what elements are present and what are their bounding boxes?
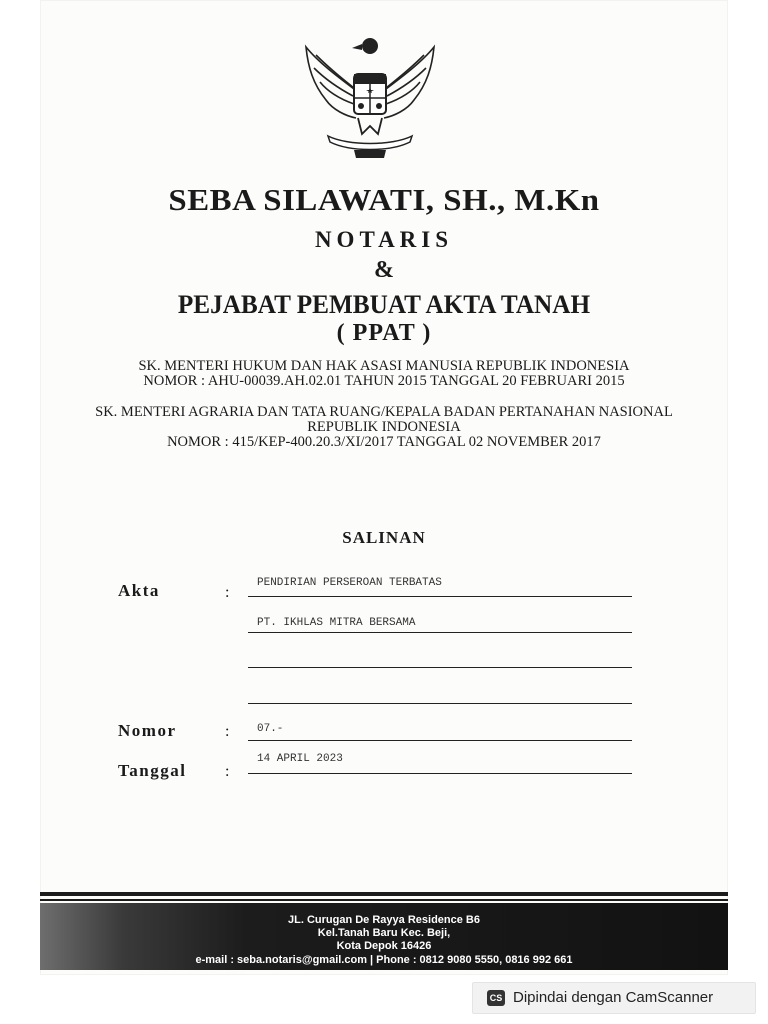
footer-address-line-3: Kota Depok 16426 [336,940,432,952]
ampersand: & [374,257,394,283]
decree-block-2 [40,405,728,450]
akta-colon: : [225,584,230,601]
akta-underline-4 [248,703,632,704]
document-type: SALINAN [342,528,426,547]
akta-underline-1 [248,596,632,597]
camscanner-logo-icon: CS [487,990,505,1006]
akta-value-line-1: PENDIRIAN PERSEROAN TERBATAS [257,577,442,589]
footer-address-line-2: Kel.Tanah Baru Kec. Beji, [317,927,451,939]
nomor-underline [248,740,632,741]
decree-2-line-2: REPUBLIK INDONESIA [307,419,461,435]
garuda-emblem-icon [298,22,442,164]
nomor-label: Nomor [118,721,177,740]
nomor-value: 07.- [257,723,284,735]
footer-address-line-1: JL. Curugan De Rayya Residence B6 [288,914,480,926]
notary-name: SEBA SILAWATI, SH., M.Kn [168,182,600,217]
decree-1-line-2: NOMOR : AHU-00039.AH.02.01 TAHUN 2015 TANGGAL 20 FEBRUARI 2015 [143,373,625,389]
akta-underline-3 [248,667,632,668]
camscanner-text: Dipindai dengan CamScanner [513,989,714,1006]
ppat-title: PEJABAT PEMBUAT AKTA TANAH [177,290,591,319]
tanggal-colon: : [225,763,230,780]
ppat-abbreviation: ( PPAT ) [336,320,432,346]
decree-block-1 [40,359,728,389]
decree-2-line-3: NOMOR : 415/KEP-400.20.3/XI/2017 TANGGAL 02 NOVEMBER 2017 [167,434,601,450]
tanggal-underline [248,773,632,774]
tanggal-label: Tanggal [118,761,187,780]
nomor-colon: : [225,723,230,740]
decree-2-line-1: SK. MENTERI AGRARIA DAN TATA RUANG/KEPALA BADAN PERTANAHAN NASIONAL [95,404,673,420]
akta-value-line-2: PT. IKHLAS MITRA BERSAMA [257,617,416,629]
akta-underline-2 [248,632,632,633]
footer-rule-thin [40,899,728,901]
notary-title: NOTARIS [314,227,454,252]
footer-address-bar [40,903,728,970]
decree-1-line-1: SK. MENTERI HUKUM DAN HAK ASASI MANUSIA REPUBLIK INDONESIA [138,358,630,374]
footer-contact: e-mail : seba.notaris@gmail.com | Phone : 0812 9080 5550, 0816 992 661 [195,954,573,966]
footer-rule-thick [40,892,728,896]
camscanner-watermark [472,982,756,1014]
tanggal-value: 14 APRIL 2023 [257,753,343,765]
akta-label: Akta [118,581,160,600]
